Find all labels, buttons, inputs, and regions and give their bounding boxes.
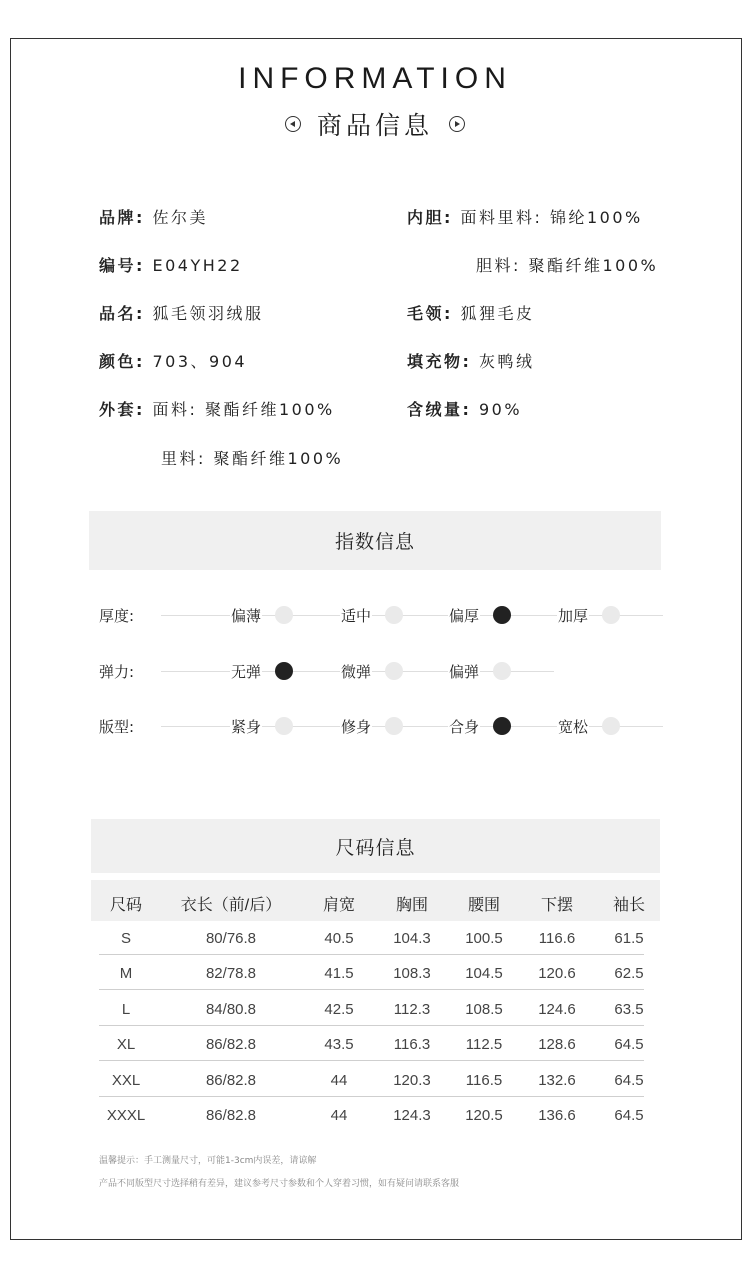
info-outer (99, 400, 335, 420)
outer-face-value: 面料: 聚酯纤维100% (152, 400, 335, 419)
note-line-1: 温馨提示：手工测量尺寸，可能1-3cm内误差，请谅解 (99, 1156, 317, 1166)
size-cell-chest: 116.3 (393, 1036, 431, 1054)
info-name (99, 304, 264, 324)
code-value: E04YH22 (152, 256, 243, 275)
index-section-title: 指数信息 (334, 531, 415, 553)
size-cell-shoulder: 42.5 (324, 1000, 354, 1018)
title-chinese-row (0, 106, 750, 142)
thickness-label: 厚度: (99, 607, 135, 625)
color-value: 703、904 (152, 352, 248, 371)
size-cell-shoulder: 44 (330, 1107, 348, 1124)
size-cell-sleeve: 64.5 (614, 1036, 644, 1054)
size-cell-sleeve: 63.5 (614, 1000, 644, 1018)
size-cell-length: 86/82.8 (205, 1107, 257, 1124)
outer-label: 外套: (99, 400, 145, 419)
code-label: 编号: (99, 256, 145, 275)
liner-face-value: 面料里料: 锦纶100% (460, 208, 643, 227)
info-liner-bladder: 胆料: 聚酯纤维100% (476, 256, 659, 275)
fit-dot-regular-selected (493, 717, 511, 735)
right-arrow-icon (449, 116, 465, 132)
size-cell-waist: 116.5 (465, 1071, 503, 1089)
size-cell-size: L (121, 1000, 131, 1018)
info-outer-lining: 里料: 聚酯纤维100% (161, 449, 344, 468)
brand-value: 佐尔美 (152, 208, 209, 227)
size-cell-waist: 104.5 (465, 965, 503, 983)
size-header-sleeve: 袖长 (612, 897, 645, 914)
size-cell-shoulder: 44 (330, 1071, 348, 1089)
size-cell-length: 86/82.8 (205, 1036, 257, 1054)
size-row-divider (99, 1025, 644, 1026)
color-label: 颜色: (99, 352, 145, 371)
fit-option-slim: 修身 (341, 718, 372, 736)
elasticity-option-none: 无弹 (231, 663, 262, 681)
info-code (99, 256, 243, 276)
size-cell-waist: 100.5 (465, 930, 503, 947)
collar-label: 毛领: (407, 304, 453, 323)
size-cell-shoulder: 43.5 (324, 1036, 354, 1054)
elasticity-dot-slight (385, 662, 403, 680)
size-row-divider (99, 954, 644, 955)
size-header-size: 尺码 (109, 897, 142, 914)
elasticity-option-stretchy: 偏弹 (449, 663, 480, 681)
thickness-dot-medium (385, 606, 403, 624)
size-cell-hem: 128.6 (538, 1036, 576, 1054)
size-header-shoulder: 肩宽 (322, 897, 355, 914)
note-line-2: 产品不同版型尺寸选择稍有差异，建议参考尺寸参数和个人穿着习惯，如有疑问请联系客服 (99, 1179, 460, 1189)
size-section-title: 尺码信息 (335, 836, 416, 859)
elasticity-dot-stretchy (493, 662, 511, 680)
info-brand (99, 208, 208, 228)
size-header-length: 衣长（前/后） (180, 897, 282, 914)
thickness-option-thin: 偏薄 (231, 607, 262, 625)
info-liner (407, 208, 643, 228)
fit-option-tight: 紧身 (231, 718, 262, 736)
left-arrow-icon (285, 116, 301, 132)
info-filling (407, 352, 535, 372)
size-cell-sleeve: 61.5 (614, 930, 644, 947)
size-cell-hem: 132.6 (538, 1071, 576, 1089)
size-cell-waist: 120.5 (465, 1107, 503, 1124)
thickness-dot-thick-selected (493, 606, 511, 624)
size-cell-chest: 108.3 (393, 965, 431, 983)
fit-dot-loose (602, 717, 620, 735)
size-cell-waist: 112.5 (465, 1036, 503, 1054)
size-cell-waist: 108.5 (465, 1000, 503, 1018)
thickness-option-extra-thick: 加厚 (558, 607, 589, 625)
brand-label: 品牌: (99, 208, 145, 227)
size-header-chest: 胸围 (395, 897, 428, 914)
size-cell-size: S (120, 930, 131, 947)
filling-label: 填充物: (407, 352, 472, 371)
liner-label: 内胆: (407, 208, 453, 227)
fit-dot-slim (385, 717, 403, 735)
down-value: 90% (479, 400, 523, 419)
size-cell-shoulder: 41.5 (324, 965, 354, 983)
filling-value: 灰鸭绒 (479, 352, 535, 371)
size-cell-chest: 120.3 (393, 1071, 431, 1089)
size-cell-length: 86/82.8 (205, 1071, 257, 1089)
info-collar (407, 304, 535, 324)
size-section-header (91, 819, 660, 873)
down-label: 含绒量: (407, 400, 472, 419)
size-cell-size: XXXL (106, 1107, 146, 1124)
size-row-divider (99, 1060, 644, 1061)
size-cell-hem: 120.6 (538, 965, 576, 983)
info-color (99, 352, 247, 372)
size-cell-hem: 116.6 (538, 930, 576, 947)
title-chinese: 商品信息 (316, 111, 433, 140)
name-label: 品名: (99, 304, 145, 323)
elasticity-dot-none-selected (275, 662, 293, 680)
title-english: INFORMATION (238, 62, 512, 95)
thickness-dot-extra-thick (602, 606, 620, 624)
elasticity-option-slight: 微弹 (341, 663, 372, 681)
size-cell-length: 84/80.8 (205, 1000, 257, 1018)
size-cell-length: 80/76.8 (205, 930, 257, 947)
elasticity-label: 弹力: (99, 663, 135, 681)
size-cell-hem: 136.6 (538, 1107, 576, 1124)
size-cell-chest: 104.3 (393, 930, 431, 947)
size-cell-size: XL (116, 1036, 136, 1054)
size-cell-hem: 124.6 (538, 1000, 576, 1018)
thickness-dot-thin (275, 606, 293, 624)
size-header-hem: 下摆 (540, 897, 573, 914)
size-cell-size: M (119, 965, 133, 983)
size-cell-chest: 124.3 (393, 1107, 431, 1124)
fit-label: 版型: (99, 718, 135, 736)
size-cell-sleeve: 64.5 (614, 1071, 644, 1089)
size-row-divider (99, 1096, 644, 1097)
size-cell-sleeve: 62.5 (614, 965, 644, 983)
name-value: 狐毛领羽绒服 (152, 304, 264, 323)
size-cell-sleeve: 64.5 (614, 1107, 644, 1124)
fit-option-loose: 宽松 (558, 718, 589, 736)
thickness-option-medium: 适中 (341, 607, 372, 625)
index-section-header (89, 511, 661, 570)
fit-option-regular: 合身 (449, 718, 480, 736)
size-header-waist: 腰围 (467, 897, 500, 914)
size-cell-size: XXL (111, 1071, 141, 1089)
size-cell-shoulder: 40.5 (324, 930, 354, 947)
size-row-divider (99, 989, 644, 990)
info-down (407, 400, 522, 420)
size-cell-length: 82/78.8 (205, 965, 257, 983)
fit-dot-tight (275, 717, 293, 735)
collar-value: 狐狸毛皮 (460, 304, 535, 323)
thickness-option-thick: 偏厚 (449, 607, 480, 625)
size-cell-chest: 112.3 (393, 1000, 431, 1018)
